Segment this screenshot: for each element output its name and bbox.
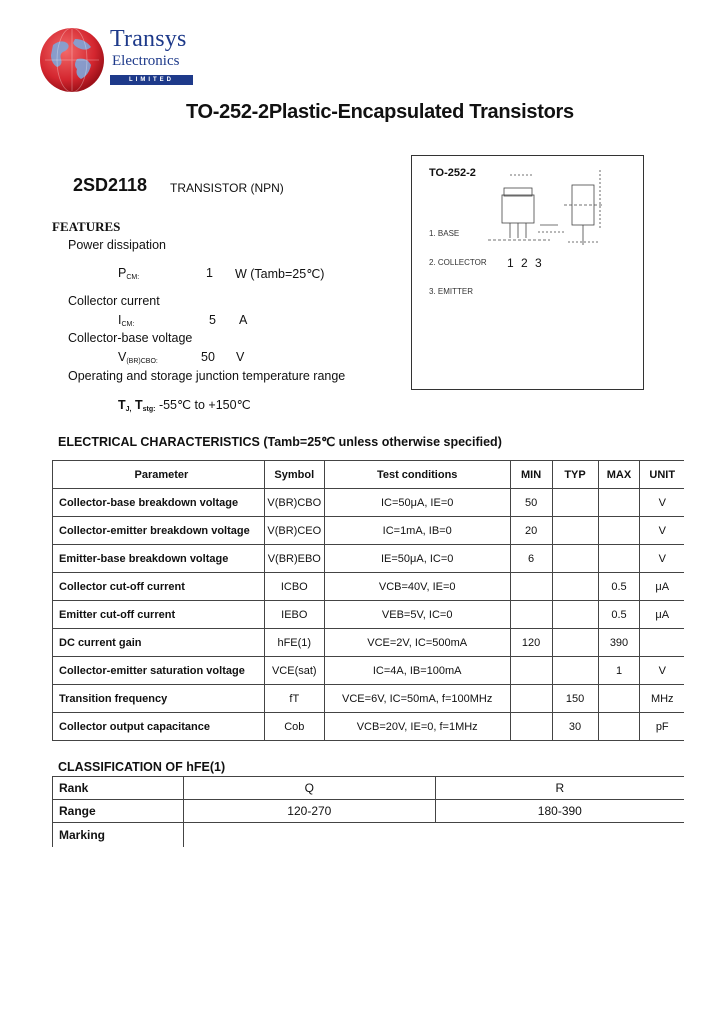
table-row <box>53 573 685 601</box>
pin-label-base: 1. BASE <box>429 229 460 238</box>
rank-label: Rank <box>53 777 184 800</box>
cell-test: VCE=2V, IC=500mA <box>324 629 510 657</box>
cell-test: VEB=5V, IC=0 <box>324 601 510 629</box>
package-outline-diagram <box>480 170 615 255</box>
cell-test: IE=50μA, IC=0 <box>324 545 510 573</box>
cell-min <box>510 685 552 713</box>
collector-base-voltage-label: Collector-base voltage <box>68 331 193 345</box>
cell-param: Emitter cut-off current <box>53 601 265 629</box>
range-q: 120-270 <box>184 800 436 823</box>
cell-typ <box>552 657 598 685</box>
cell-unit <box>640 629 684 657</box>
cell-max: 0.5 <box>598 573 640 601</box>
rank-r: R <box>435 777 684 800</box>
cell-symbol: V(BR)CEO <box>264 517 324 545</box>
table-row <box>53 629 685 657</box>
cell-min: 120 <box>510 629 552 657</box>
column-header: Symbol <box>264 461 324 489</box>
brand-name: Transys <box>110 26 187 52</box>
cell-param: Collector cut-off current <box>53 573 265 601</box>
table-row <box>53 657 685 685</box>
classification-table <box>52 776 684 847</box>
classification-title: CLASSIFICATION OF hFE(1) <box>58 760 226 774</box>
cell-symbol: ICBO <box>264 573 324 601</box>
vcbo-symbol: $V_{(BR)CBO:}$ <box>118 350 158 365</box>
power-dissipation-label: Power dissipation <box>68 238 166 252</box>
cell-symbol: VCE(sat) <box>264 657 324 685</box>
column-header: Test conditions <box>324 461 510 489</box>
cell-typ <box>552 629 598 657</box>
collector-current-label: Collector current <box>68 294 160 308</box>
cell-symbol: V(BR)EBO <box>264 545 324 573</box>
column-header: Parameter <box>53 461 265 489</box>
cell-typ <box>552 573 598 601</box>
cell-min: 20 <box>510 517 552 545</box>
cell-test: VCB=40V, IE=0 <box>324 573 510 601</box>
cell-param: Transition frequency <box>53 685 265 713</box>
cell-max: 0.5 <box>598 601 640 629</box>
cell-param: DC current gain <box>53 629 265 657</box>
cell-unit: V <box>640 489 684 517</box>
cell-unit: pF <box>640 713 684 741</box>
cell-max <box>598 517 640 545</box>
cell-param: Collector-emitter breakdown voltage <box>53 517 265 545</box>
cell-typ <box>552 545 598 573</box>
cell-test: IC=4A, IB=100mA <box>324 657 510 685</box>
cell-unit: μA <box>640 573 684 601</box>
cell-max <box>598 545 640 573</box>
brand-subtitle: Electronics <box>112 53 180 69</box>
pin-label-collector: 2. COLLECTOR <box>429 258 487 267</box>
cell-unit: μA <box>640 601 684 629</box>
cell-max <box>598 685 640 713</box>
column-header: TYP <box>552 461 598 489</box>
cell-typ <box>552 489 598 517</box>
brand-limited-bar: LIMITED <box>110 75 193 85</box>
cell-max: 390 <box>598 629 640 657</box>
features-title: FEATURES <box>52 219 121 234</box>
table-row <box>53 601 685 629</box>
globe-logo-icon <box>39 27 105 93</box>
pin-numbers: 1 2 3 <box>507 256 544 270</box>
pcm-value: 1 <box>206 266 213 280</box>
cell-unit: V <box>640 545 684 573</box>
cell-unit: MHz <box>640 685 684 713</box>
cell-min: 50 <box>510 489 552 517</box>
column-header: MAX <box>598 461 640 489</box>
rank-row <box>53 777 685 800</box>
icm-value: 5 <box>209 313 216 327</box>
cell-symbol: IEBO <box>264 601 324 629</box>
vcbo-value: 50 <box>201 350 215 364</box>
cell-param: Collector output capacitance <box>53 713 265 741</box>
cell-typ <box>552 601 598 629</box>
table-row <box>53 517 685 545</box>
cell-param: Emitter-base breakdown voltage <box>53 545 265 573</box>
cell-min: 6 <box>510 545 552 573</box>
icm-unit: A <box>239 313 248 327</box>
electrical-characteristics-table <box>52 460 684 741</box>
cell-unit: V <box>640 657 684 685</box>
cell-test: VCB=20V, IE=0, f=1MHz <box>324 713 510 741</box>
cell-test: VCE=6V, IC=50mA, f=100MHz <box>324 685 510 713</box>
cell-min <box>510 713 552 741</box>
cell-max: 1 <box>598 657 640 685</box>
cell-max <box>598 713 640 741</box>
cell-param: Collector-base breakdown voltage <box>53 489 265 517</box>
marking-cell <box>184 823 685 848</box>
table-header-row <box>53 461 685 489</box>
temperature-range-label: Operating and storage junction temperature range <box>68 369 346 383</box>
part-description: TRANSISTOR (NPN) <box>170 181 284 195</box>
cell-typ <box>552 517 598 545</box>
temperature-range-value: $T_{J,}$ $T_{stg:}$ -55℃ to +150℃ <box>118 398 251 413</box>
pcm-symbol: $P_{CM:}$ <box>118 266 140 281</box>
pcm-unit: W (Tamb=25℃) <box>235 267 325 281</box>
cell-min <box>510 573 552 601</box>
table-row <box>53 685 685 713</box>
table-row <box>53 545 685 573</box>
column-header: UNIT <box>640 461 684 489</box>
cell-symbol: Cob <box>264 713 324 741</box>
vcbo-unit: V <box>236 350 245 364</box>
marking-row <box>53 823 685 848</box>
cell-typ: 150 <box>552 685 598 713</box>
cell-symbol: V(BR)CBO <box>264 489 324 517</box>
rank-q: Q <box>184 777 436 800</box>
column-header: MIN <box>510 461 552 489</box>
cell-test: IC=50μA, IE=0 <box>324 489 510 517</box>
cell-symbol: hFE(1) <box>264 629 324 657</box>
document-title: TO-252-2Plastic-Encapsulated Transistors <box>186 101 574 123</box>
table-row <box>53 713 685 741</box>
cell-typ: 30 <box>552 713 598 741</box>
icm-symbol: $I_{CM:}$ <box>118 313 135 328</box>
part-number: 2SD2118 <box>73 175 148 195</box>
table-row <box>53 489 685 517</box>
cell-unit: V <box>640 517 684 545</box>
cell-min <box>510 601 552 629</box>
cell-param: Collector-emitter saturation voltage <box>53 657 265 685</box>
marking-label: Marking <box>53 823 184 848</box>
package-title: TO-252-2 <box>429 167 476 179</box>
cell-test: IC=1mA, IB=0 <box>324 517 510 545</box>
electrical-characteristics-title: ELECTRICAL CHARACTERISTICS (Tamb=25℃ unless otherwise specified) <box>58 435 502 449</box>
cell-symbol: fT <box>264 685 324 713</box>
pin-label-emitter: 3. EMITTER <box>429 287 474 296</box>
range-row <box>53 800 685 823</box>
cell-min <box>510 657 552 685</box>
cell-max <box>598 489 640 517</box>
range-label: Range <box>53 800 184 823</box>
range-r: 180-390 <box>435 800 684 823</box>
